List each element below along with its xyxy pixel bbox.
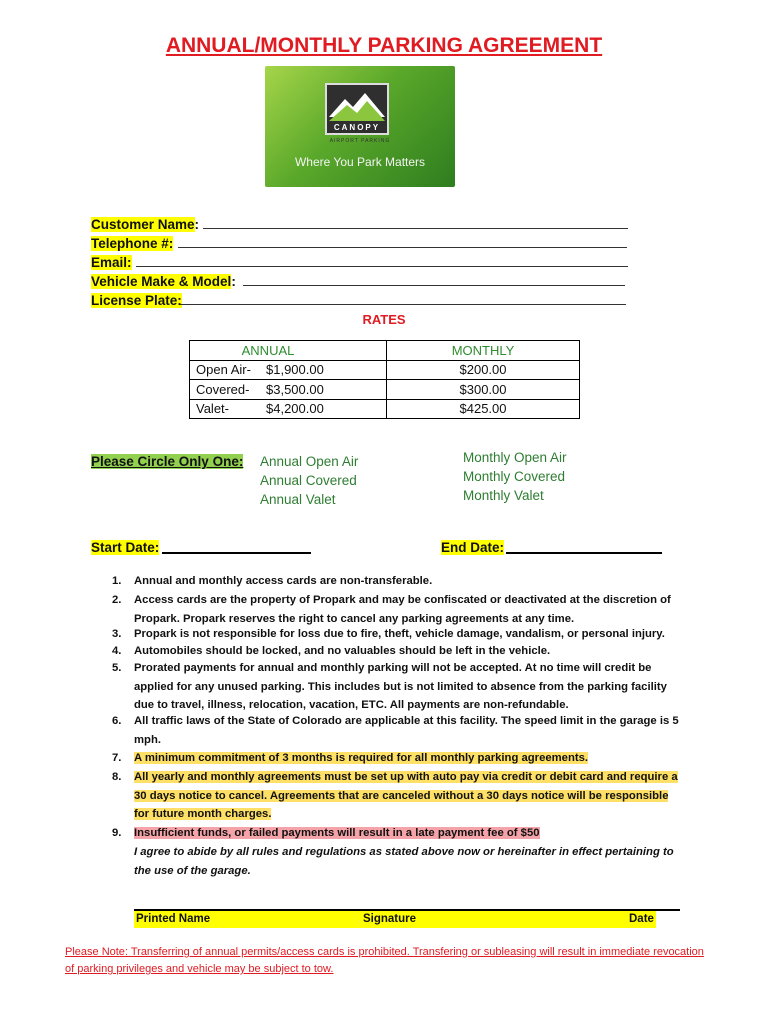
- list-item: [112, 591, 684, 628]
- option-monthly-covered[interactable]: Monthly Covered: [463, 469, 566, 484]
- rule-text: A minimum commitment of 3 months is required for all monthly parking agreements.: [134, 752, 589, 764]
- customer-name-input[interactable]: [203, 215, 628, 229]
- rule-number: 7.: [112, 752, 122, 764]
- license-input[interactable]: [180, 291, 626, 305]
- list-item: [112, 625, 684, 643]
- list-item: [112, 712, 684, 749]
- telephone-field: [91, 234, 173, 253]
- option-annual-open-air[interactable]: Annual Open Air: [260, 454, 359, 469]
- rule-number: 4.: [112, 645, 122, 657]
- annual-header: ANNUAL: [241, 342, 295, 358]
- rule-number: 8.: [112, 771, 122, 783]
- circle-one-field: [91, 452, 243, 471]
- option-monthly-open-air[interactable]: Monthly Open Air: [463, 450, 567, 465]
- end-date-field: [441, 538, 504, 557]
- page-title: ANNUAL/MONTHLY PARKING AGREEMENT: [165, 34, 603, 57]
- license-field: [91, 291, 182, 310]
- customer-name-label: Customer Name: [91, 217, 195, 232]
- option-monthly-valet[interactable]: Monthly Valet: [463, 488, 544, 503]
- table-row: [190, 360, 580, 380]
- rule-text: Annual and monthly access cards are non-transferable.: [134, 575, 433, 587]
- transfer-note: Please Note: Transferring of annual permits/access cards is prohibited. Transfering or subleasing will result in immediate revocation of parking privileges and vehicle may be subject to tow.: [65, 946, 704, 975]
- rates-header-row: [190, 341, 580, 361]
- mountain-icon: [325, 83, 389, 135]
- rule-number: 6.: [112, 715, 122, 727]
- table-row: [190, 380, 580, 400]
- list-item: [112, 824, 684, 842]
- rule-text: Propark is not responsible for loss due to fire, theft, vehicle damage, vandalism, or personal injury.: [134, 628, 665, 640]
- logo-subbrand: AIRPORT PARKING: [329, 138, 391, 144]
- list-item: [112, 659, 684, 714]
- monthly-header: MONTHLY: [451, 342, 515, 358]
- vehicle-input[interactable]: [243, 272, 625, 286]
- end-date-label: End Date:: [441, 540, 505, 555]
- agreement-text: I agree to abide by all rules and regulations as stated above now or hereinafter in effect pertaining to the use of the garage.: [134, 846, 674, 877]
- logo-tagline: Where You Park Matters: [294, 155, 426, 169]
- date-label: Date: [629, 913, 654, 925]
- rule-number: 2.: [112, 594, 122, 606]
- option-annual-covered[interactable]: Annual Covered: [260, 473, 357, 488]
- list-item: [112, 572, 684, 590]
- license-label: License Plate:: [91, 293, 182, 308]
- circle-one-label: Please Circle Only One:: [91, 454, 244, 469]
- signature-labels: [134, 911, 656, 928]
- rate-label: Covered-: [196, 381, 250, 397]
- rule-text: Automobiles should be locked, and no valuables should be left in the vehicle.: [134, 645, 551, 657]
- list-item: [112, 749, 684, 767]
- agreement-statement: [112, 843, 684, 880]
- email-label: Email:: [91, 255, 132, 270]
- list-item: [112, 768, 684, 823]
- rule-number: 3.: [112, 628, 122, 640]
- rule-number: 1.: [112, 575, 122, 587]
- logo-brand: CANOPY: [333, 123, 381, 132]
- rule-text: Access cards are the property of Propark and may be confiscated or deactivated at the discretion of Propark. Propark reserves the right to cancel any parking agreements at any time.: [134, 594, 671, 625]
- option-annual-valet[interactable]: Annual Valet: [260, 492, 336, 507]
- start-date-input[interactable]: [162, 540, 311, 554]
- monthly-rate: $425.00: [459, 401, 507, 417]
- annual-rate: $4,200.00: [266, 401, 324, 417]
- monthly-rate: $200.00: [459, 362, 507, 378]
- customer-name-field: Customer Name:: [91, 217, 200, 232]
- annual-options: [260, 452, 358, 509]
- rule-text: Insufficient funds, or failed payments will result in a late payment fee of $50: [134, 827, 540, 839]
- start-date-field: [91, 538, 159, 557]
- telephone-input[interactable]: [178, 234, 627, 248]
- rule-text: All yearly and monthly agreements must be set up with auto pay via credit or debit card and require a 30 days notice to cancel. Agreements that are canceled without a 30 days notice will be responsible for future month charges.: [134, 771, 678, 820]
- rate-label: Open Air-: [196, 362, 251, 378]
- start-date-label: Start Date:: [91, 540, 160, 555]
- list-item: [112, 642, 684, 660]
- end-date-input[interactable]: [506, 540, 662, 554]
- signature-label: Signature: [363, 913, 417, 925]
- printed-name-label: Printed Name: [136, 913, 211, 925]
- rule-text: Prorated payments for annual and monthly parking will not be accepted. At no time will credit be applied for any unused parking. This includes but is not limited to absence from the parking facility due to travel, illness, relocation, vacation, ETC. All payments are non-refundable.: [134, 662, 667, 711]
- annual-rate: $3,500.00: [266, 381, 324, 397]
- monthly-rate: $300.00: [459, 381, 507, 397]
- annual-rate: $1,900.00: [266, 362, 324, 378]
- rate-label: Valet-: [196, 401, 229, 417]
- telephone-label: Telephone #:: [91, 236, 174, 251]
- rule-number: 9.: [112, 827, 122, 839]
- email-input[interactable]: [136, 253, 628, 267]
- monthly-options: [463, 448, 567, 505]
- vehicle-label: Vehicle Make & Model: [91, 274, 232, 289]
- rule-text: All traffic laws of the State of Colorado are applicable at this facility. The speed limit in the garage is 5 mph.: [134, 715, 679, 746]
- rates-title: RATES: [362, 312, 406, 327]
- canopy-logo: [265, 66, 455, 187]
- rates-table: [189, 340, 580, 419]
- rule-number: 5.: [112, 662, 122, 674]
- vehicle-field: Vehicle Make & Model:: [91, 274, 236, 289]
- email-field: [91, 253, 132, 272]
- table-row: [190, 399, 580, 419]
